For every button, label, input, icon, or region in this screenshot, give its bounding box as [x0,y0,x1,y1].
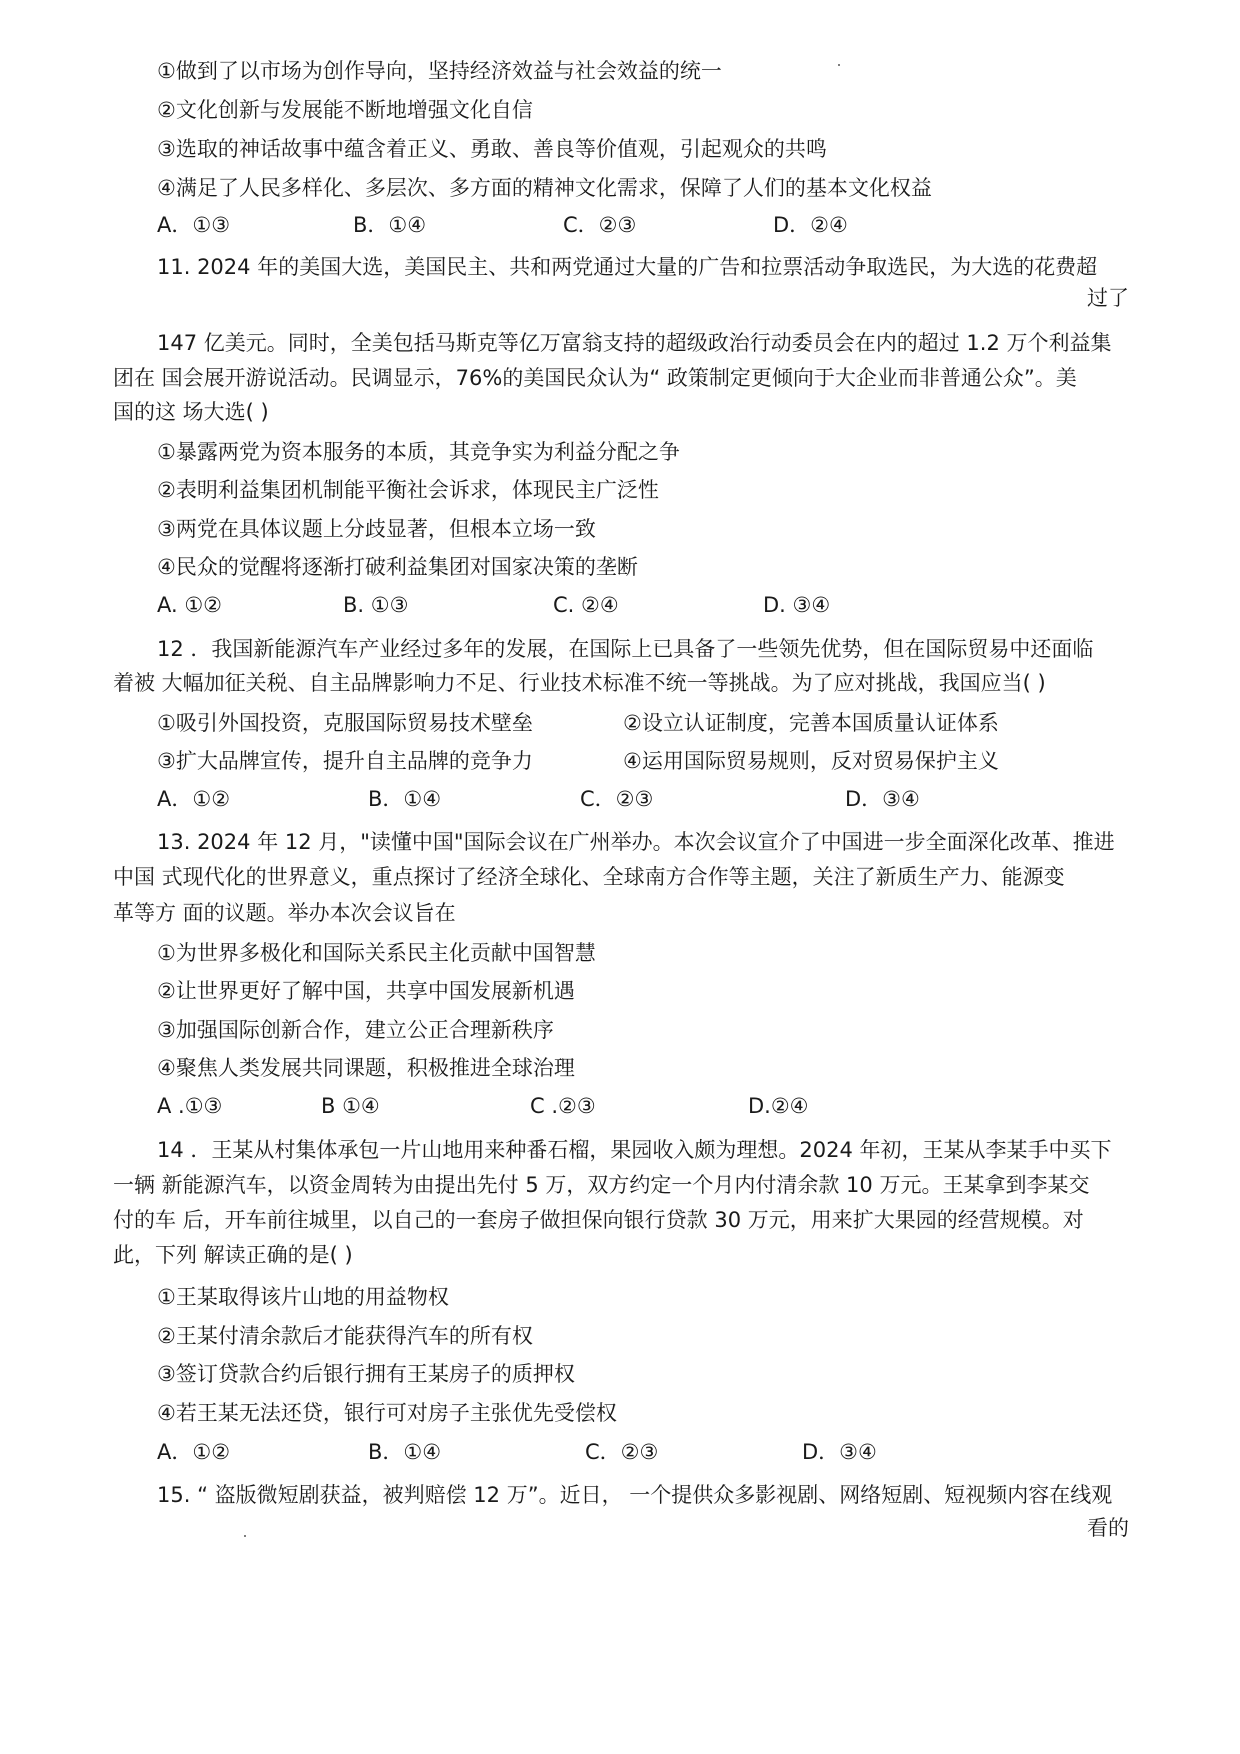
q11-choice-b: B. ①③ [343,593,409,617]
q13-choice-c: C .②③ [530,1094,596,1118]
q13-stem-line-3: 革等方 面的议题。举办本次会议旨在 [113,901,456,925]
q10-option-1: ①做到了以市场为创作导向，坚持经济效益与社会效益的统一 [157,59,722,83]
q14-option-1: ①王某取得该片山地的用益物权 [157,1285,449,1309]
q10-option-3: ③选取的神话故事中蕴含着正义、勇敢、善良等价值观，引起观众的共鸣 [157,137,827,161]
q14-stem-line-2: 一辆 新能源汽车，以资金周转为由提出先付 5 万，双方约定一个月内付清余款 10 万元。王某拿到李某交 [113,1173,1090,1197]
q14-choice-c: C．②③ [585,1440,659,1464]
q13-choice-a: A .①③ [157,1094,223,1118]
q14-option-3: ③签订贷款合约后银行拥有王某房子的质押权 [157,1362,575,1386]
q11-choice-a: A. ①② [157,593,222,617]
q14-stem-line-3: 付的车 后，开车前往城里，以自己的一套房子做担保向银行贷款 30 万元，用来扩大果园的经营规模。对 [113,1208,1084,1232]
q13-choice-b: B ①④ [321,1094,380,1118]
q13-choice-d: D.②④ [748,1094,809,1118]
q14-choice-b: B．①④ [368,1440,442,1464]
q14-stem-line-1: 14 ．王某从村集体承包一片山地用来种番石榴，果园收入颇为理想。2024 年初，王某从李某手中买下 [157,1138,1112,1162]
q14-stem-line-4: 此，下列 解读正确的是( ) [113,1243,353,1267]
q10-choice-b: B．①④ [353,213,427,237]
q12-option-2: ②设立认证制度，完善本国质量认证体系 [623,711,999,735]
q13-option-2: ②让世界更好了解中国，共享中国发展新机遇 [157,979,575,1003]
q14-choice-d: D．③④ [802,1440,877,1464]
q11-stem-line-4: 团在 国会展开游说活动。民调显示，76%的美国民众认为“ 政策制定更倾向于大企业而非普通公众”。美 [113,366,1077,390]
scan-speck [838,64,840,66]
q11-stem-line-5: 国的这 场大选( ) [113,400,269,424]
q11-option-3: ③两党在具体议题上分歧显著，但根本立场一致 [157,517,596,541]
q11-choice-d: D. ③④ [763,593,831,617]
q12-option-3: ③扩大品牌宣传，提升自主品牌的竞争力 [157,749,533,773]
scan-speck [244,1535,246,1537]
q11-stem-line-3: 147 亿美元。同时，全美包括马斯克等亿万富翁支持的超级政治行动委员会在内的超过 1.2 万个利益集 [157,331,1112,355]
q14-option-4: ④若王某无法还贷，银行可对房子主张优先受偿权 [157,1401,617,1425]
q12-stem-line-1: 12 ．我国新能源汽车产业经过多年的发展，在国际上已具备了一些领先优势，但在国际贸易中还面临 [157,637,1094,661]
q12-choice-b: B．①④ [368,787,442,811]
q11-option-2: ②表明利益集团机制能平衡社会诉求，体现民主广泛性 [157,478,659,502]
q13-stem-line-1: 13. 2024 年 12 月，"读懂中国"国际会议在广州举办。本次会议宣介了中国进一步全面深化改革、推进 [157,830,1115,854]
q11-choice-c: C. ②④ [553,593,619,617]
q10-choice-d: D．②④ [773,213,848,237]
q12-choice-c: C．②③ [580,787,654,811]
q13-option-3: ③加强国际创新合作，建立公正合理新秩序 [157,1018,554,1042]
q10-option-2: ②文化创新与发展能不断地增强文化自信 [157,98,533,122]
q10-choice-a: A．①③ [157,213,231,237]
q12-choice-a: A．①② [157,787,231,811]
q12-option-4: ④运用国际贸易规则，反对贸易保护主义 [623,749,999,773]
q11-option-4: ④民众的觉醒将逐渐打破利益集团对国家决策的垄断 [157,555,638,579]
q12-option-1: ①吸引外国投资，克服国际贸易技术壁垒 [157,711,533,735]
q13-stem-line-2: 中国 式现代化的世界意义，重点探讨了经济全球化、全球南方合作等主题，关注了新质生产力、能源变 [113,865,1065,889]
q11-stem-line-2: 过了 [1087,286,1129,310]
q13-option-1: ①为世界多极化和国际关系民主化贡献中国智慧 [157,941,596,965]
q15-stem-line-2: 看的 [1087,1516,1129,1540]
q10-choice-c: C．②③ [563,213,637,237]
q10-option-4: ④满足了人民多样化、多层次、多方面的精神文化需求，保障了人们的基本文化权益 [157,176,932,200]
q14-option-2: ②王某付清余款后才能获得汽车的所有权 [157,1324,533,1348]
q11-option-1: ①暴露两党为资本服务的本质，其竞争实为利益分配之争 [157,440,680,464]
q14-choice-a: A．①② [157,1440,231,1464]
q15-stem-line-1: 15. “ 盗版微短剧获益，被判赔偿 12 万”。近日， 一个提供众多影视剧、网络短剧、短视频内容在线观 [157,1483,1113,1507]
q13-option-4: ④聚焦人类发展共同课题，积极推进全球治理 [157,1056,575,1080]
q12-choice-d: D．③④ [845,787,920,811]
q12-stem-line-2: 着被 大幅加征关税、自主品牌影响力不足、行业技术标准不统一等挑战。为了应对挑战，我国应当( ) [113,671,1046,695]
q11-stem-line-1: 11. 2024 年的美国大选，美国民主、共和两党通过大量的广告和拉票活动争取选民，为大选的花费超 [157,255,1098,279]
